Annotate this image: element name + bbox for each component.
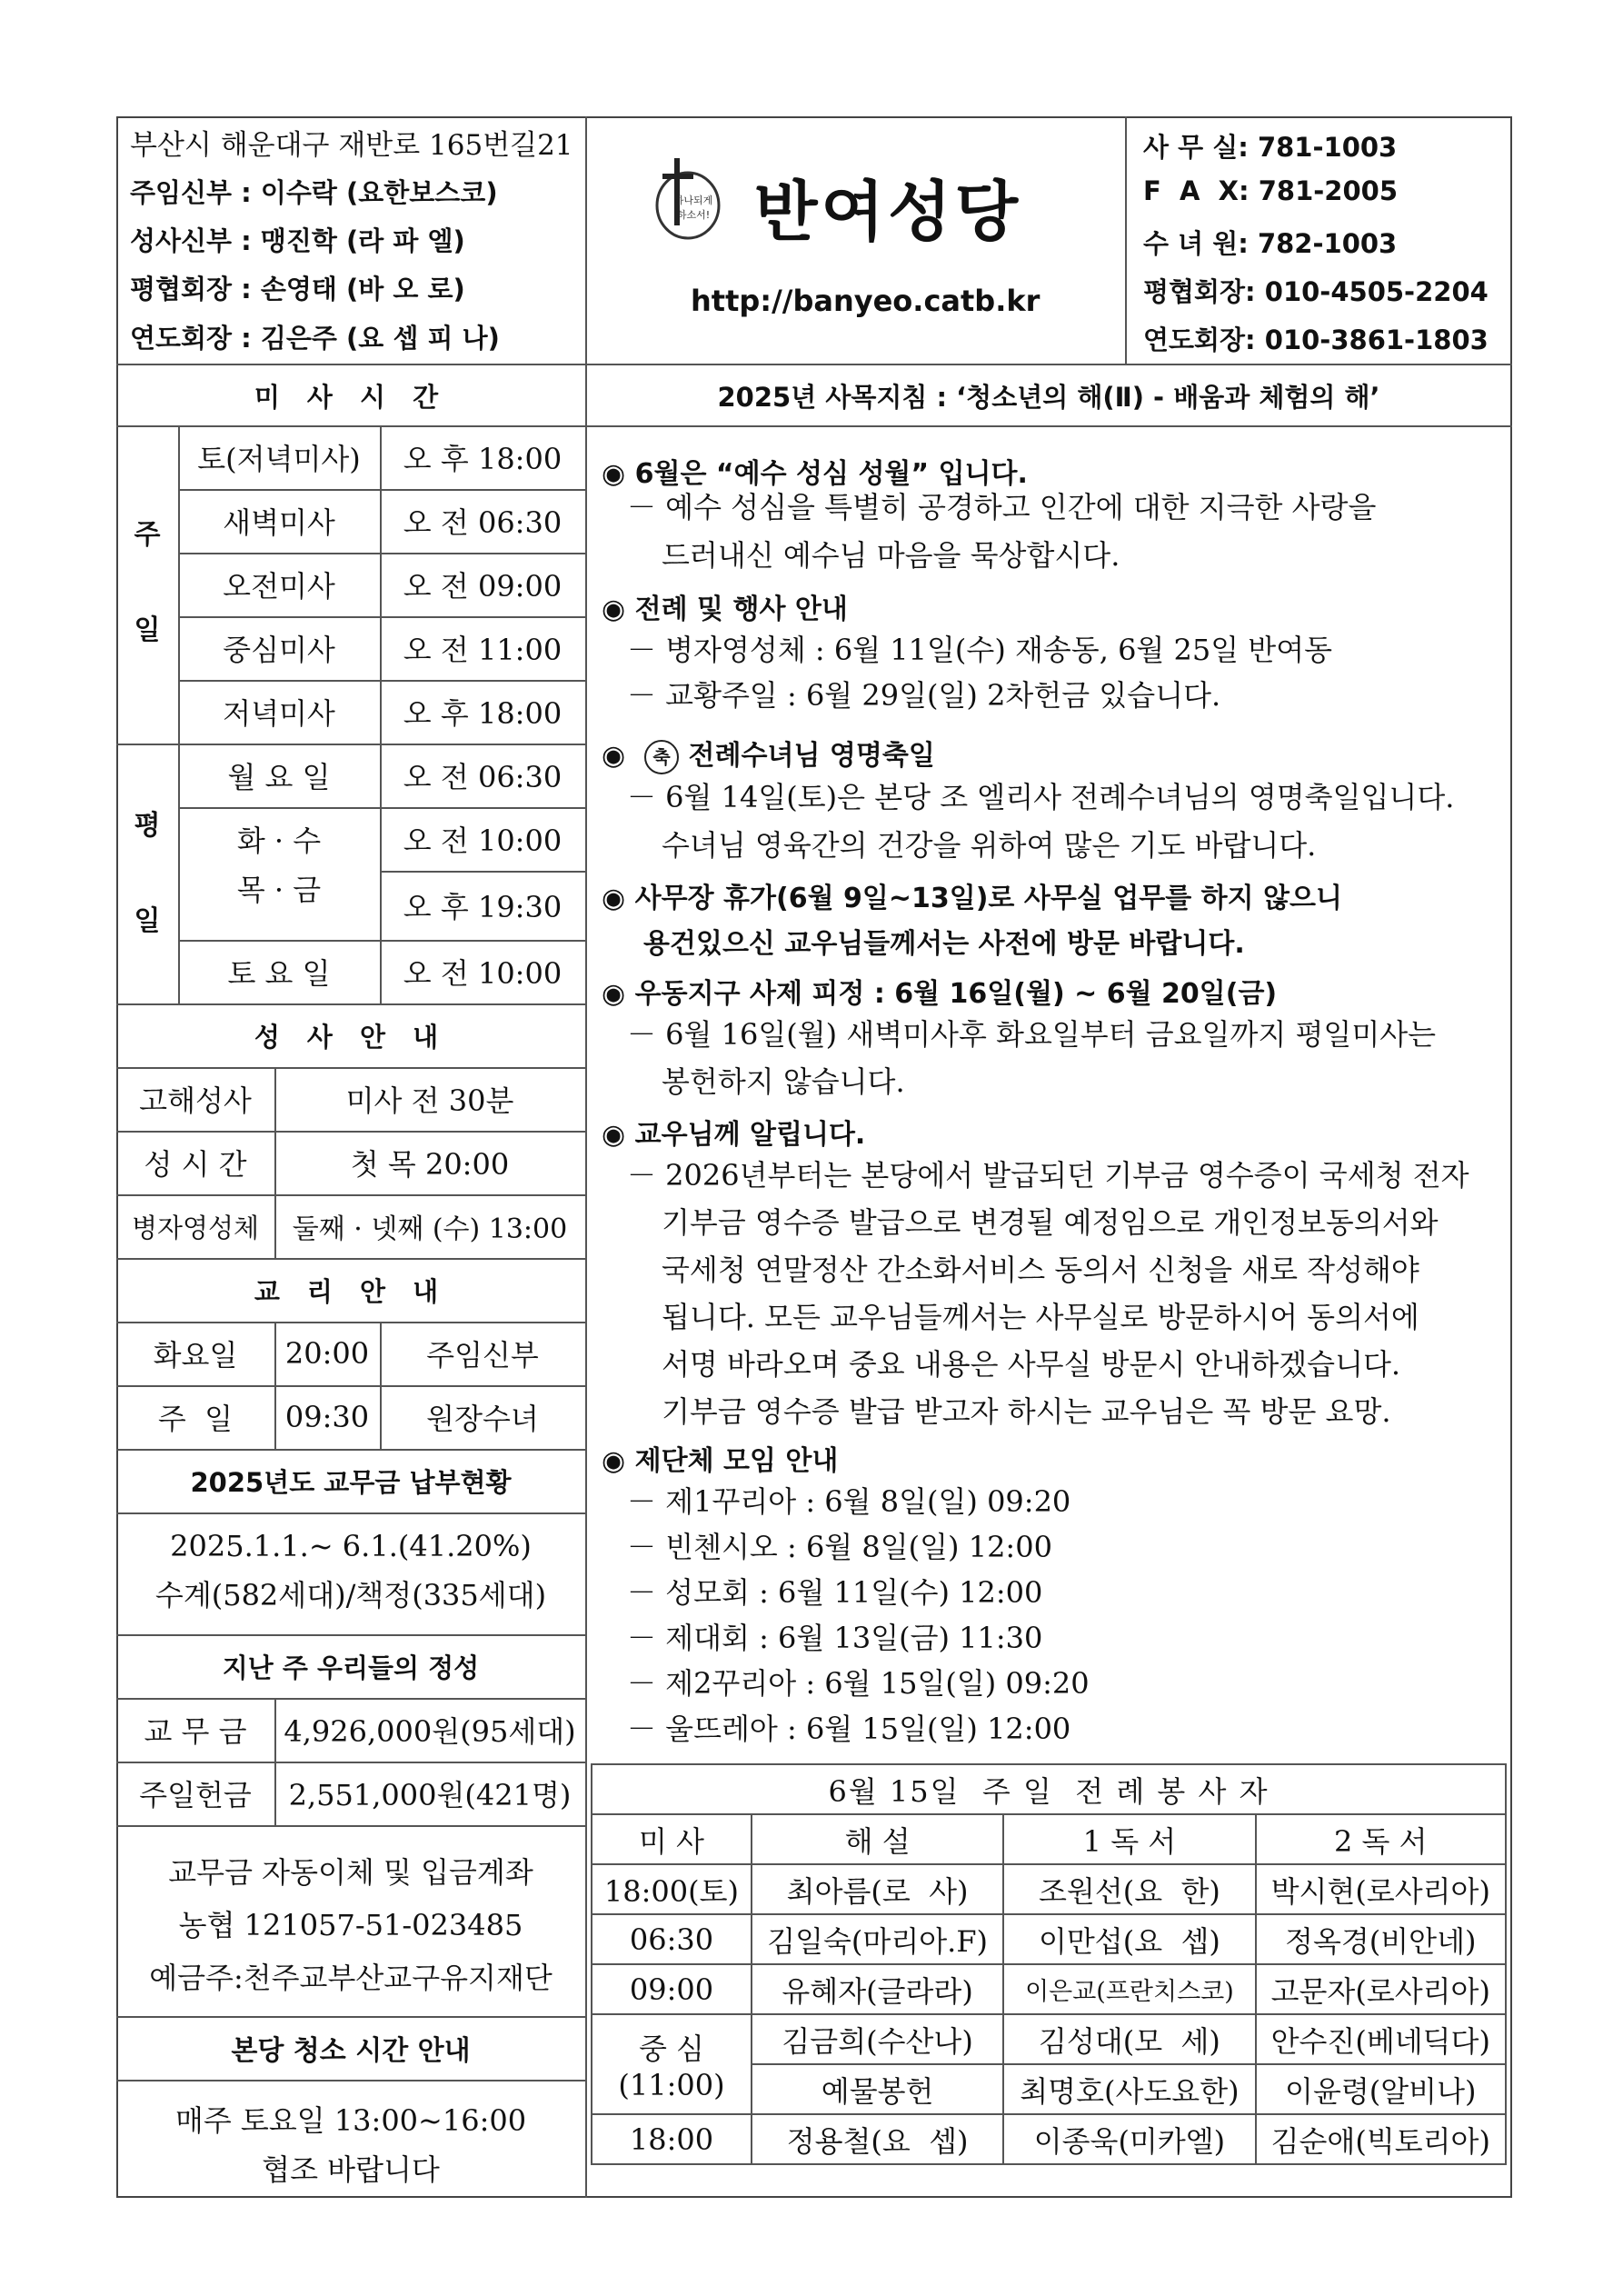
- service-reader1: 김성대(모 세): [1003, 2014, 1255, 2064]
- catechism-who: 주임신부: [426, 1338, 539, 1373]
- notice-line: － 제대회 : 6월 13일(금) 11:30: [627, 1621, 1043, 1655]
- service-reader2: 정옥경(비안네): [1256, 1914, 1506, 1964]
- church-name: 반여성당: [754, 174, 1022, 250]
- notice-line: － 병자영성체 : 6월 11일(수) 재송동, 6월 25일 반여동: [627, 633, 1333, 667]
- mass-time: 오 전 10:00: [403, 824, 563, 858]
- mass-name: 오전미사: [223, 569, 335, 604]
- mass-time: 오 후 18:00: [403, 696, 563, 731]
- notice-line: － 6월 16일(월) 새벽미사후 화요일부터 금요일까지 평일미사는: [627, 1017, 1437, 1052]
- notice-heading: ◉ 제단체 모임 안내: [602, 1445, 839, 1477]
- notice-line: － 울뜨레아 : 6월 15일(일) 12:00: [627, 1712, 1071, 1746]
- service-reader1: 최명호(사도요한): [1003, 2064, 1255, 2114]
- notice-line: 국세청 연말정산 간소화서비스 동의서 신청을 새로 작성해야: [662, 1253, 1419, 1287]
- service-mass: 18:00: [592, 2114, 752, 2164]
- bullet-icon: ◉: [602, 594, 626, 625]
- notice-line: － 제1꾸리아 : 6월 8일(일) 09:20: [627, 1484, 1071, 1519]
- service-reader2: 김순애(빅토리아): [1256, 2114, 1506, 2164]
- mass-name: 화 · 수: [236, 824, 322, 858]
- pastoral-title: 2025년 사목지침 : ‘청소년의 해(Ⅱ) - 배움과 체험의 해’: [717, 381, 1380, 413]
- mass-time: 오 전 06:30: [403, 760, 563, 794]
- service-commentator: 유혜자(글라라): [752, 1964, 1003, 2014]
- offering-label: 교 무 금: [144, 1714, 247, 1749]
- mass-time: 오 후 19:30: [403, 890, 563, 924]
- notice-line: － 제2꾸리아 : 6월 15일(일) 09:20: [627, 1666, 1090, 1701]
- sacrament-value: 미사 전 30분: [345, 1083, 514, 1118]
- sacrament-value: 둘째 · 넷째 (수) 13:00: [292, 1213, 568, 1245]
- address: 부산시 해운대구 재반로 165번길21: [130, 129, 573, 162]
- account-line: 농협 121057-51-023485: [178, 1908, 523, 1942]
- service-reader2: 안수진(베네딕다): [1256, 2014, 1506, 2064]
- notice-heading: ◉ 우동지구 사제 피정 : 6월 16일(월) ~ 6월 20일(금): [602, 978, 1278, 1010]
- staff-row: 주임신부 : 이수락 (요한보스코): [130, 177, 498, 208]
- mass-name: 중심미사: [223, 633, 335, 667]
- service-reader1: 이만섭(요 셉): [1003, 1914, 1255, 1964]
- catechism-day: 화요일: [153, 1338, 238, 1373]
- service-reader1: 이종욱(미카엘): [1003, 2114, 1255, 2164]
- service-commentator: 최아름(로 사): [752, 1864, 1003, 1914]
- mass-title: 미 사 시 간: [254, 381, 448, 413]
- mass-name: 토(저녁미사): [197, 442, 361, 476]
- dues-line: 수계(582세대)/책정(335세대): [154, 1578, 547, 1612]
- contact-convent: 수 녀 원: 782-1003: [1143, 228, 1398, 259]
- cleaning-line: 매주 토요일 13:00~16:00: [174, 2103, 527, 2138]
- offering-value: 4,926,000원(95세대): [284, 1714, 576, 1749]
- cleaning-line: 협조 바랍니다: [262, 2152, 440, 2187]
- mass-name: 월 요 일: [227, 760, 331, 794]
- cleaning-title: 본당 청소 시간 안내: [231, 2035, 471, 2067]
- notice-line: － 빈첸시오 : 6월 8일(일) 12:00: [627, 1530, 1052, 1564]
- service-header: 2 독 서: [1256, 1814, 1506, 1864]
- notice-line: 서명 바라오며 중요 내용은 사무실 방문시 안내하겠습니다.: [662, 1347, 1401, 1382]
- bullet-icon: ◉: [602, 978, 626, 1010]
- column-divider: [585, 116, 587, 2198]
- service-commentator: 정용철(요 셉): [752, 2114, 1003, 2164]
- celebration-badge-icon: 축: [644, 740, 679, 774]
- service-reader2: 이윤령(알비나): [1256, 2064, 1506, 2114]
- mass-name: 토 요 일: [227, 956, 331, 991]
- contact-divider: [1125, 116, 1127, 364]
- service-table: [591, 1763, 1507, 2165]
- catechism-time: 20:00: [284, 1336, 370, 1371]
- notice-line: 기부금 영수증 발급 받고자 하시는 교우님은 꼭 방문 요망.: [662, 1394, 1391, 1429]
- sacrament-label: 병자영성체: [131, 1212, 260, 1243]
- dues-title: 2025년도 교무금 납부현황: [190, 1466, 512, 1498]
- sacrament-label: 성 시 간: [144, 1147, 247, 1182]
- service-commentator: 김일숙(마리아.F): [752, 1914, 1003, 1964]
- service-mass: 09:00: [592, 1964, 752, 2014]
- offering-label: 주일헌금: [139, 1778, 252, 1812]
- bullet-icon: ◉: [602, 458, 626, 490]
- mass-time: 오 전 09:00: [403, 569, 563, 604]
- notice-line: － 6월 14일(토)은 본당 조 엘리사 전례수녀님의 영명축일입니다.: [627, 780, 1455, 814]
- mass-name: 새벽미사: [223, 505, 335, 540]
- notice-line: 수녀님 영육간의 건강을 위하여 많은 기도 바랍니다.: [662, 828, 1317, 863]
- service-mass: 중 심 (11:00): [592, 2014, 752, 2114]
- grid: [116, 2080, 585, 2081]
- mass-name: 목 · 금: [236, 873, 322, 907]
- grid: [116, 1512, 585, 1514]
- mass-name: 저녁미사: [223, 696, 335, 731]
- contact-office: 사 무 실: 781-1003: [1143, 132, 1398, 163]
- bullet-icon: ◉: [602, 1119, 626, 1151]
- service-reader1: 이은교(프란치스코): [1003, 1964, 1255, 2014]
- notice-line: － 예수 성심을 특별히 공경하고 인간에 대한 지극한 사랑을: [627, 490, 1377, 524]
- service-title: 6월 15일 주 일 전 례 봉 사 자: [592, 1764, 1506, 1814]
- notice-line: － 성모회 : 6월 11일(수) 12:00: [627, 1575, 1043, 1610]
- mass-time: 오 전 10:00: [403, 956, 563, 991]
- catechism-time: 09:30: [284, 1400, 370, 1434]
- service-header: 1 독 서: [1003, 1814, 1255, 1864]
- grid: [116, 1825, 585, 1827]
- notice-heading: ◉ 교우님께 알립니다.: [602, 1119, 866, 1151]
- notice-heading: 용건있으신 교우님들께서는 사전에 방문 바랍니다.: [643, 928, 1245, 960]
- mass-time: 오 전 11:00: [403, 633, 563, 667]
- sacrament-title: 성 사 안 내: [254, 1021, 448, 1053]
- service-mass: 06:30: [592, 1914, 752, 1964]
- sacrament-label: 고해성사: [139, 1083, 252, 1118]
- mass-time: 오 전 06:30: [403, 505, 563, 540]
- catechism-day: 주 일: [157, 1402, 234, 1436]
- svg-text:하나되게: 하나되게: [673, 195, 713, 206]
- notice-line: － 교황주일 : 6월 29일(일) 2차헌금 있습니다.: [627, 678, 1221, 713]
- weekday-label: 평: [134, 810, 161, 842]
- account-line: 교무금 자동이체 및 입금계좌: [168, 1855, 533, 1890]
- contact-council: 평협회장: 010-4505-2204: [1143, 276, 1489, 307]
- sacrament-value: 첫 목 20:00: [350, 1147, 510, 1182]
- contact-yeondo: 연도회장: 010-3861-1803: [1143, 324, 1489, 355]
- notice-heading: ◉ 전례 및 행사 안내: [602, 594, 848, 625]
- church-logo-icon: [650, 153, 726, 245]
- website-link[interactable]: http://banyeo.catb.kr: [691, 284, 1041, 318]
- staff-row: 성사신부 : 맹진학 (라 파 엘): [130, 225, 465, 256]
- service-header: 해 설: [752, 1814, 1003, 1864]
- sunday-label: 일: [134, 614, 161, 646]
- svg-text:하소서!: 하소서!: [676, 209, 711, 221]
- catechism-who: 원장수녀: [426, 1402, 539, 1436]
- service-header: 미 사: [592, 1814, 752, 1864]
- bullet-icon: ◉: [602, 1445, 626, 1477]
- catechism-title: 교 리 안 내: [254, 1275, 448, 1307]
- notice-line: 봉헌하지 않습니다.: [662, 1064, 905, 1099]
- service-reader2: 박시현(로사리아): [1256, 1864, 1506, 1914]
- weekday-label: 일: [134, 905, 161, 937]
- service-mass: 18:00(토): [592, 1864, 752, 1914]
- notice-line: 됩니다. 모든 교우님들께서는 사무실로 방문하시어 동의서에: [662, 1300, 1419, 1334]
- notice-line: － 2026년부터는 본당에서 발급되던 기부금 영수증이 국세청 전자: [627, 1158, 1469, 1193]
- service-commentator: 김금희(수산나): [752, 2014, 1003, 2064]
- notice-line: 드러내신 예수님 마음을 묵상합시다.: [662, 538, 1120, 573]
- notice-heading: ◉ 사무장 휴가(6월 9일~13일)로 사무실 업무를 하지 않으니: [602, 883, 1342, 914]
- service-reader2: 고문자(로사리아): [1256, 1964, 1506, 2014]
- bullet-icon: ◉: [602, 740, 626, 772]
- contact-fax: F A X: 781-2005: [1143, 175, 1399, 206]
- notice-heading: ◉ 축 전례수녀님 영명축일: [602, 733, 935, 774]
- service-reader1: 조원선(요 한): [1003, 1864, 1255, 1914]
- offering-value: 2,551,000원(421명): [288, 1778, 572, 1812]
- bullet-icon: ◉: [602, 883, 626, 914]
- offering-title: 지난 주 우리들의 정성: [222, 1652, 480, 1683]
- notice-heading: ◉ 6월은 “예수 성심 성월” 입니다.: [602, 458, 1028, 490]
- dues-line: 2025.1.1.~ 6.1.(41.20%): [170, 1529, 532, 1563]
- service-commentator: 예물봉헌: [752, 2064, 1003, 2114]
- account-line: 예금주:천주교부산교구유지재단: [149, 1961, 553, 1995]
- notice-line: 기부금 영수증 발급으로 변경될 예정임으로 개인정보동의서와: [662, 1205, 1439, 1240]
- staff-row: 평협회장 : 손영태 (바 오 로): [130, 274, 465, 304]
- staff-row: 연도회장 : 김은주 (요 셉 피 나): [130, 323, 500, 354]
- sunday-label: 주: [134, 519, 161, 551]
- mass-time: 오 후 18:00: [403, 442, 563, 476]
